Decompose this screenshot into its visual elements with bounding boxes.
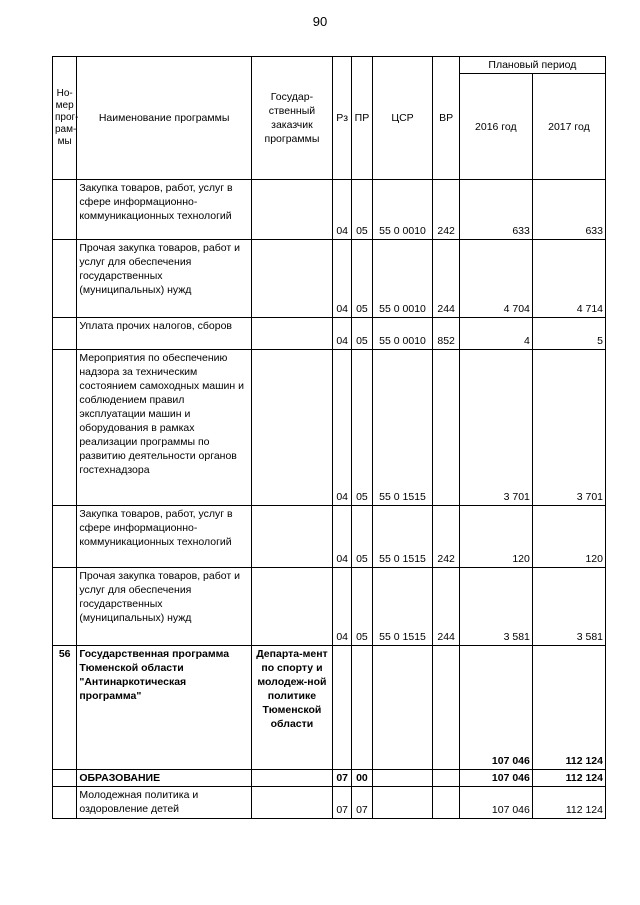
- row-rz: [333, 646, 352, 770]
- row-name: Уплата прочих налогов, сборов: [77, 318, 252, 350]
- header-pr: ПР: [352, 57, 372, 180]
- row-num: [53, 180, 77, 240]
- row-2017: 120: [532, 506, 605, 568]
- row-pr: 05: [352, 568, 372, 646]
- row-pr: 07: [352, 787, 372, 819]
- row-name: Мероприятия по обеспечению надзора за техническим состоянием самоходных машин и соблюдением правил эксплуатации машин и оборудования в рамках реализации программы по развитию деятельности органов гостехнадзора: [77, 350, 252, 506]
- row-customer: Департа-мент по спорту и молодеж-ной политике Тюменской области: [251, 646, 332, 770]
- row-2017: 112 124: [532, 770, 605, 787]
- row-2016: 3 581: [459, 568, 532, 646]
- row-csr: [372, 770, 433, 787]
- row-2016: 120: [459, 506, 532, 568]
- row-num: [53, 350, 77, 506]
- row-num: [53, 240, 77, 318]
- row-csr: 55 0 0010: [372, 318, 433, 350]
- row-pr: 00: [352, 770, 372, 787]
- row-rz: 07: [333, 770, 352, 787]
- row-num: 56: [53, 646, 77, 770]
- row-vr: 852: [433, 318, 459, 350]
- row-customer: [251, 787, 332, 819]
- row-num: [53, 770, 77, 787]
- row-name: Государственная программа Тюменской области "Антинаркотическая программа": [77, 646, 252, 770]
- row-rz: 04: [333, 350, 352, 506]
- row-vr: 242: [433, 180, 459, 240]
- row-2016: 4: [459, 318, 532, 350]
- row-2016: 107 046: [459, 770, 532, 787]
- table-row: [53, 318, 606, 350]
- row-rz: 04: [333, 506, 352, 568]
- row-2017: 633: [532, 180, 605, 240]
- row-vr: [433, 787, 459, 819]
- header-num: Но- мер прог- рам- мы: [53, 57, 77, 180]
- row-name: Прочая закупка товаров, работ и услуг для обеспечения государственных (муниципальных) нужд: [77, 568, 252, 646]
- row-2017: 3 581: [532, 568, 605, 646]
- row-2016: 3 701: [459, 350, 532, 506]
- row-customer: [251, 568, 332, 646]
- table-row: [53, 506, 606, 568]
- row-2017: 112 124: [532, 646, 605, 770]
- row-vr: 242: [433, 506, 459, 568]
- header-period: Плановый период: [459, 57, 605, 74]
- row-2016: 633: [459, 180, 532, 240]
- row-rz: 04: [333, 318, 352, 350]
- header-2017: 2017 год: [532, 74, 605, 180]
- row-num: [53, 506, 77, 568]
- row-pr: 05: [352, 318, 372, 350]
- row-csr: 55 0 1515: [372, 350, 433, 506]
- row-rz: 04: [333, 180, 352, 240]
- table-row: [53, 240, 606, 318]
- row-vr: [433, 646, 459, 770]
- row-rz: 04: [333, 568, 352, 646]
- header-rz: Рз: [333, 57, 352, 180]
- row-vr: 244: [433, 240, 459, 318]
- row-csr: 55 0 1515: [372, 506, 433, 568]
- row-2016: 107 046: [459, 646, 532, 770]
- header-2016: 2016 год: [459, 74, 532, 180]
- row-customer: [251, 506, 332, 568]
- table-row: [53, 180, 606, 240]
- row-2016: 4 704: [459, 240, 532, 318]
- row-csr: [372, 646, 433, 770]
- table-row: [53, 350, 606, 506]
- row-name: Закупка товаров, работ, услуг в сфере информационно-коммуникационных технологий: [77, 506, 252, 568]
- budget-table: [52, 56, 606, 819]
- row-pr: 05: [352, 350, 372, 506]
- table-row: [53, 646, 606, 770]
- page-number: 90: [312, 14, 328, 29]
- row-pr: 05: [352, 240, 372, 318]
- row-2017: 3 701: [532, 350, 605, 506]
- row-name: Закупка товаров, работ, услуг в сфере информационно-коммуникационных технологий: [77, 180, 252, 240]
- row-2017: 112 124: [532, 787, 605, 819]
- row-2016: 107 046: [459, 787, 532, 819]
- header-customer: Государ- ственный заказчик программы: [251, 57, 332, 180]
- table-row: [53, 770, 606, 787]
- row-name: Прочая закупка товаров, работ и услуг для обеспечения государственных (муниципальных) нужд: [77, 240, 252, 318]
- row-name: ОБРАЗОВАНИЕ: [77, 770, 252, 787]
- row-2017: 5: [532, 318, 605, 350]
- row-pr: 05: [352, 506, 372, 568]
- header-name: Наименование программы: [77, 57, 252, 180]
- row-customer: [251, 770, 332, 787]
- row-csr: 55 0 0010: [372, 180, 433, 240]
- row-vr: [433, 350, 459, 506]
- row-rz: 07: [333, 787, 352, 819]
- row-num: [53, 787, 77, 819]
- row-pr: [352, 646, 372, 770]
- header-vr: ВР: [433, 57, 459, 180]
- row-2017: 4 714: [532, 240, 605, 318]
- row-customer: [251, 318, 332, 350]
- row-csr: [372, 787, 433, 819]
- row-customer: [251, 350, 332, 506]
- row-customer: [251, 180, 332, 240]
- table-row: [53, 787, 606, 819]
- row-customer: [251, 240, 332, 318]
- header-csr: ЦСР: [372, 57, 433, 180]
- table-row: [53, 568, 606, 646]
- row-vr: 244: [433, 568, 459, 646]
- row-num: [53, 318, 77, 350]
- row-csr: 55 0 0010: [372, 240, 433, 318]
- row-name: Молодежная политика и оздоровление детей: [77, 787, 252, 819]
- row-rz: 04: [333, 240, 352, 318]
- row-pr: 05: [352, 180, 372, 240]
- row-num: [53, 568, 77, 646]
- row-vr: [433, 770, 459, 787]
- row-csr: 55 0 1515: [372, 568, 433, 646]
